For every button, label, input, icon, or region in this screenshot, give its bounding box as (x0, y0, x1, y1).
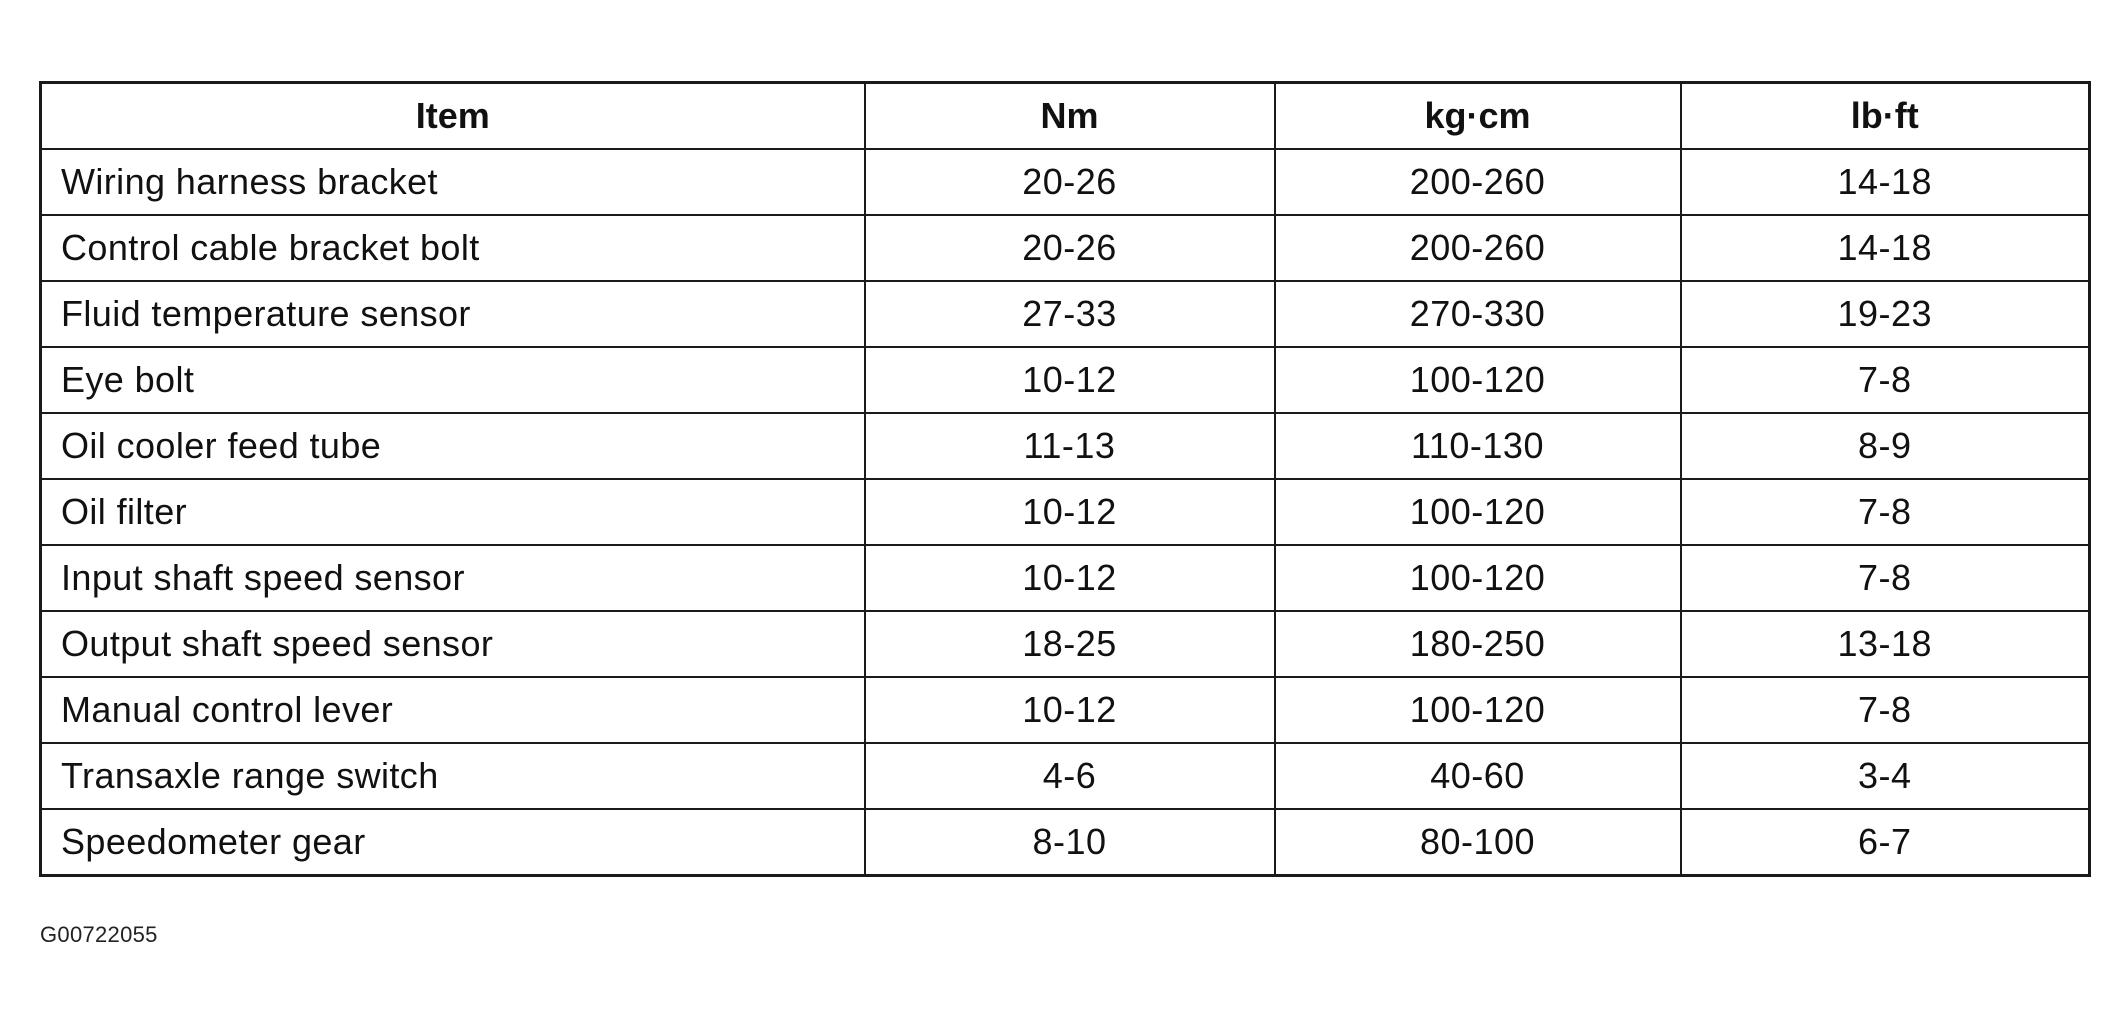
cell-nm: 4-6 (865, 743, 1275, 809)
cell-item: Oil filter (41, 479, 865, 545)
cell-nm: 11-13 (865, 413, 1275, 479)
figure-code: G00722055 (40, 922, 158, 947)
cell-nm: 20-26 (865, 215, 1275, 281)
cell-kgcm: 270-330 (1275, 281, 1681, 347)
cell-lbft: 13-18 (1681, 611, 2090, 677)
cell-kgcm: 40-60 (1275, 743, 1681, 809)
header-nm: Nm (865, 83, 1275, 150)
table-row (41, 545, 2090, 611)
table-row (41, 281, 2090, 347)
table-row (41, 149, 2090, 215)
cell-nm: 8-10 (865, 809, 1275, 876)
cell-kgcm: 100-120 (1275, 479, 1681, 545)
table-row (41, 743, 2090, 809)
table-row (41, 347, 2090, 413)
cell-lbft: 7-8 (1681, 545, 2090, 611)
cell-item: Input shaft speed sensor (41, 545, 865, 611)
cell-lbft: 14-18 (1681, 215, 2090, 281)
table-body (41, 149, 2090, 876)
cell-item: Eye bolt (41, 347, 865, 413)
cell-lbft: 6-7 (1681, 809, 2090, 876)
header-kgcm: kg·cm (1275, 83, 1681, 150)
cell-item: Manual control lever (41, 677, 865, 743)
cell-item: Control cable bracket bolt (41, 215, 865, 281)
cell-nm: 10-12 (865, 479, 1275, 545)
cell-item: Wiring harness bracket (41, 149, 865, 215)
header-lbft: lb·ft (1681, 83, 2090, 150)
header-item: Item (41, 83, 865, 150)
cell-item: Oil cooler feed tube (41, 413, 865, 479)
cell-item: Transaxle range switch (41, 743, 865, 809)
cell-kgcm: 180-250 (1275, 611, 1681, 677)
table-row (41, 809, 2090, 876)
cell-nm: 18-25 (865, 611, 1275, 677)
cell-nm: 20-26 (865, 149, 1275, 215)
cell-item: Fluid temperature sensor (41, 281, 865, 347)
cell-item: Output shaft speed sensor (41, 611, 865, 677)
cell-kgcm: 200-260 (1275, 149, 1681, 215)
cell-lbft: 7-8 (1681, 347, 2090, 413)
table-row (41, 479, 2090, 545)
table-row (41, 215, 2090, 281)
table-row (41, 611, 2090, 677)
cell-lbft: 19-23 (1681, 281, 2090, 347)
cell-lbft: 3-4 (1681, 743, 2090, 809)
cell-kgcm: 110-130 (1275, 413, 1681, 479)
cell-nm: 10-12 (865, 347, 1275, 413)
cell-kgcm: 100-120 (1275, 347, 1681, 413)
cell-lbft: 7-8 (1681, 479, 2090, 545)
cell-lbft: 14-18 (1681, 149, 2090, 215)
cell-kgcm: 100-120 (1275, 545, 1681, 611)
cell-nm: 10-12 (865, 677, 1275, 743)
table-row (41, 677, 2090, 743)
cell-nm: 10-12 (865, 545, 1275, 611)
torque-spec-table (39, 81, 2091, 877)
cell-kgcm: 200-260 (1275, 215, 1681, 281)
cell-kgcm: 80-100 (1275, 809, 1681, 876)
cell-nm: 27-33 (865, 281, 1275, 347)
header-row (41, 83, 2090, 150)
table-row (41, 413, 2090, 479)
table-header (41, 83, 2090, 150)
cell-kgcm: 100-120 (1275, 677, 1681, 743)
cell-item: Speedometer gear (41, 809, 865, 876)
cell-lbft: 7-8 (1681, 677, 2090, 743)
cell-lbft: 8-9 (1681, 413, 2090, 479)
